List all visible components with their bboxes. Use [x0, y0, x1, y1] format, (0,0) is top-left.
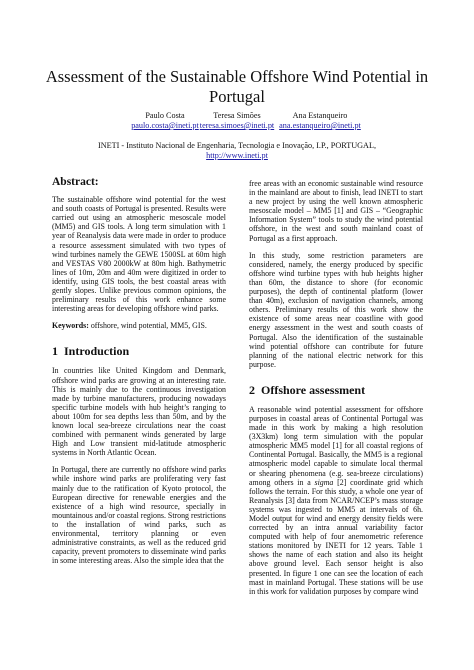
- keywords-line: [52, 321, 226, 330]
- paper-title: Assessment of the Sustainable Offshore Wind Potential in Portugal: [45, 67, 429, 106]
- section-number: 1: [52, 344, 58, 359]
- paragraph-text: [2] coordinate grid which follows the terrain. For this study, a whole one year of Reanalysis [3] data from NCAR/NCEP’s mass storage systems was ingested to MM5 at intervals of 6h. Model output for wind and energy density fields were corrected by an intra annual variability factor computed with help of four anemometric reference stations monitored by INETI for 12 years. Table 1 shows the name of each station and also its height above ground level. Each sensor height is also presented. In figure 1 one can see the location of each mast in mainland Portugal. These stations will be use in this work for validation purposes by compare wind: [249, 477, 423, 596]
- affiliation: [70, 141, 404, 161]
- keywords-text: offshore, wind potential, MM5, GIS.: [90, 321, 207, 331]
- section-heading-offshore-assessment: [249, 383, 423, 397]
- affiliation-text: INETI - Instituto Nacional de Engenharia, Tecnologia e Inovação, I.P., PORTUGAL,: [98, 141, 376, 150]
- author-email-link[interactable]: paulo.costa@ineti.pt: [131, 121, 199, 130]
- keywords-label: Keywords:: [52, 321, 89, 331]
- author-name: Paulo Costa: [145, 111, 185, 120]
- sigma-term: sigma: [314, 477, 334, 487]
- abstract-text: The sustainable offshore wind potential for the west and south coasts of Portugal is presented. Results were carried out using an atmospheric mesoscale model (MM5) and GIS tools. A long term simulation with 1 year of Reanalysis data were made in order to produce a resource assessment simulated with two types of wind turbines namely the GEWE 1500SL at 60m high and VESTAS V80 2000kW at 80m high. Bathymetric lines of 10m, 20m and 40m were digitized in order to identify, using GIS tools, the best coastal areas with gently slopes. Unlike previous common opinions, the preliminary results of this work enhance some interesting areas for developing offshore wind parks.: [52, 195, 226, 314]
- author-name: Ana Estanqueiro: [292, 111, 348, 120]
- section-title: Introduction: [64, 344, 130, 359]
- left-column: [52, 178, 226, 573]
- affiliation-url-link[interactable]: http://www.ineti.pt: [206, 151, 268, 160]
- section-number: 2: [249, 382, 255, 397]
- author-email-link[interactable]: teresa.simoes@ineti.pt: [199, 121, 275, 130]
- paragraph: In this study, some restriction parameters are considered, namely, the energy produced by specific offshore wind turbine types with hub heights higher than 60m, the distance to shore (for economic purposes), the depth of continental platform (lower than 40m), exclusion of navigation channels, among others. Preliminary results of this work show the existence of some areas near coastline with good energy assessment in the west and south coasts of Portugal. Also the identification of the sustainable wind potential offshore can contribute for future planning of the national electric network for this purpose.: [249, 250, 423, 369]
- paragraph: In Portugal, there are currently no offshore wind parks while inshore wind parks are proliferating very fast mainly due to the ratification of Kyoto protocol, the European directive for renewable energies and the existence of a high wind resource, specially in mountainous and/or coastal regions. Strong restrictions to the installation of wind parks, such as environmental, territory planning or even administrative constraints, as well as the reduced grid capacity, prevent promoters to disseminate wind parks in some interesting areas. Also the simple idea that the: [52, 465, 227, 566]
- section-heading-introduction: [52, 344, 226, 358]
- paragraph: In countries like United Kingdom and Denmark, offshore wind parks are growing at an interesting rate. This is mainly due to the continuous investigation made by turbine manufacturers, producing nowadays specific turbine models with hub height’s ranging to about 100m for sea depths less than 50m, and by the known local sea-breeze circulations near the coast combined with permanent winds generated by large High and Low transient mid-latitude atmospheric systems in North Atlantic Ocean.: [52, 366, 226, 458]
- author-block: [260, 111, 380, 131]
- right-column: [249, 179, 423, 604]
- abstract-heading: Abstract:: [52, 176, 99, 188]
- section-title: Offshore assessment: [261, 382, 366, 397]
- paragraph: [249, 405, 423, 596]
- author-email-link[interactable]: ana.estanqueiro@ineti.pt: [279, 121, 361, 130]
- paragraph-text: A reasonable wind potential assessment for offshore purposes in coastal areas of Continental Portugal was made in this work by making a high resolution (3X3km) long term simulation with the popular atmospheric MM5 model [1] for all coastal regions of Continental Portugal. Basically, the MM5 is a regional atmospheric model capable to simulate local thermal or shearing phenomena (e.g. sea-breeze circulations) among others in a: [249, 404, 423, 487]
- paragraph: free areas with an economic sustainable wind resource in the mainland are about to finish, lead INETI to start a new project by using the well known atmospheric mesoscale model – MM5 [1] and GIS – “Geographic Information System” tools to study the wind potential offshore, in the west and south mainland coast of Portugal as a first approach.: [249, 179, 423, 243]
- author-name: Teresa Simões: [213, 111, 261, 120]
